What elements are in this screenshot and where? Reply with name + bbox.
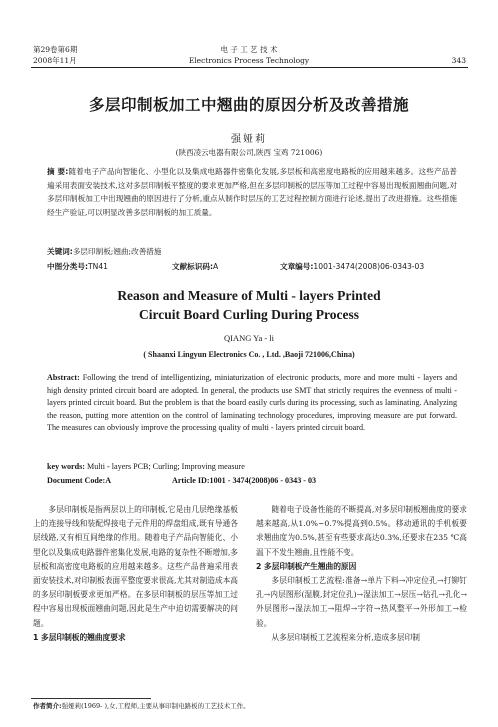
abstract-label-en: Abstract:	[47, 373, 80, 382]
article-title-en	[0, 286, 498, 324]
header-rule	[31, 67, 468, 68]
article-number-zh: 文章编号:1001-3474(2008)06-0343-03	[280, 262, 425, 271]
author-footnote	[33, 701, 250, 710]
body-paragraph: 多层印制板是指两层以上的印制板,它是由几层绝缘基板上的连接导线和装配焊接电子元件用的焊盘组成,既有导通各层线路,又有相互间绝缘的作用。随着电子产品向智能化、小型化以及集成电路器件密集化发展,电路的复杂性不断增加,多层板和高密度电路板的应用越来越多。这些产品普遍采用表面安装技术,对印制板表面平整度要求很高,尤其对制造成本高的多层印制板要求更加严格。在多层印制板的层压等加工过程中容易出现板面翘曲问题,因此是生产中迫切需要解决的问题。	[33, 505, 238, 628]
abstract-label-zh: 摘 要:	[47, 167, 69, 176]
publication-date: 2008年11月	[33, 56, 77, 65]
footnote-label: 作者简介:	[33, 702, 62, 710]
body-paragraph: 从多层印制板工艺流程来分析,造成多层印制	[271, 632, 420, 642]
clc-code: 中图分类号:TN41	[47, 262, 108, 271]
keywords-en	[47, 462, 245, 471]
abstract-text-en: Following the trend of intelligentizing, miniaturization of electronic products, more and more multi - layers and high density printed circuit board are adopted. In general, the products use SMT that strictly requires the evenness of multi - layers printed circuit board. But the problem is that the board easily curls during its processing, such as laminating. Analyzing the reason, putting more attention on the control of laminating technology procedures, improving measure are put forward. The measures can obviously improve the processing quality of multi - layers printed circuit board.	[47, 373, 457, 433]
author-en: QIANG Ya - li	[223, 333, 275, 343]
journal-name-zh: 电 子 工 艺 技 术	[220, 45, 278, 54]
section-heading-2: 2 多层印制板产生翘曲的原因	[256, 561, 357, 571]
abstract-text-zh: 随着电子产品向智能化、小型化以及集成电路器件密集化发展,多层板和高密度电路板的应用越来越多。这些产品普遍采用表面安装技术,这对多层印制板平整度的要求更加严格,但在多层印制板的层压等加工过程中容易出现板面翘曲问题,对多层印制板加工中出现翘曲的原因进行了分析,重点从制作时层压的工艺过程控制方面进行论述,提出了改进措施。这些措施经生产验证,可以明显改善多层印制板的加工质量。	[47, 167, 457, 217]
article-id-en: Article ID:1001 - 3474(2008)06 - 0343 - 03	[172, 476, 317, 485]
abstract-en	[47, 372, 457, 435]
footnote-text: 强娅莉(1969- ),女,工程师,主要从事印制电路板的工艺技术工作。	[61, 702, 250, 710]
keywords-zh	[47, 246, 161, 257]
author-zh: 强娅莉	[231, 134, 267, 145]
journal-name	[0, 44, 498, 66]
body-column-right	[256, 503, 467, 645]
keywords-label-zh: 关键词:	[47, 247, 73, 256]
keywords-text-zh: 多层印制板;翘曲;改善措施	[72, 247, 162, 256]
document-code-en: Document Code:A	[47, 476, 112, 485]
abstract-zh	[47, 165, 457, 219]
title-en-line-1: Reason and Measure of Multi - layers Printed	[117, 288, 381, 303]
affiliation-zh: (陕西凌云电器有限公司,陕西 宝鸡 721006)	[175, 148, 323, 157]
document-code-zh: 文献标识码:A	[172, 262, 219, 271]
keywords-label-en: key words:	[47, 462, 85, 471]
affiliation-en: ( Shaanxi Lingyun Electronics Co. , Ltd. ,Baoji 721006,China)	[143, 350, 355, 359]
article-title-zh: 多层印制板加工中翘曲的原因分析及改善措施	[88, 96, 409, 114]
title-en-line-2: Circuit Board Curling During Process	[138, 307, 359, 322]
journal-name-en: Electronics Process Technology	[188, 56, 310, 65]
body-column-left	[33, 503, 238, 645]
volume-issue: 第29卷第6期	[33, 45, 78, 54]
body-paragraph: 多层印制板工艺流程:准备→单片下料→冲定位孔→打铆钉孔→内层图形(湿膜,封定位孔)→湿法加工→层压→钻孔→孔化→外层图形→湿法加工→阻焊→字符→热风整平→外形加工→检验。	[256, 576, 467, 628]
body-paragraph: 随着电子设备性能的不断提高,对多层印制板翘曲度的要求越来越高,从1.0%~0.7%提高到0.5%。移动通讯的手机板要求翘曲度为0.5%,甚至有些要求高达0.3%,还要求在235 ℃高温下不发生翘曲,且性能不变。	[256, 505, 467, 557]
page-number: 343	[451, 56, 466, 65]
footnote-rule	[31, 698, 151, 699]
section-heading-1: 1 多层印制板的翘曲度要求	[33, 632, 126, 642]
keywords-text-en: Multi - layers PCB; Curling; Improving measure	[87, 462, 245, 471]
